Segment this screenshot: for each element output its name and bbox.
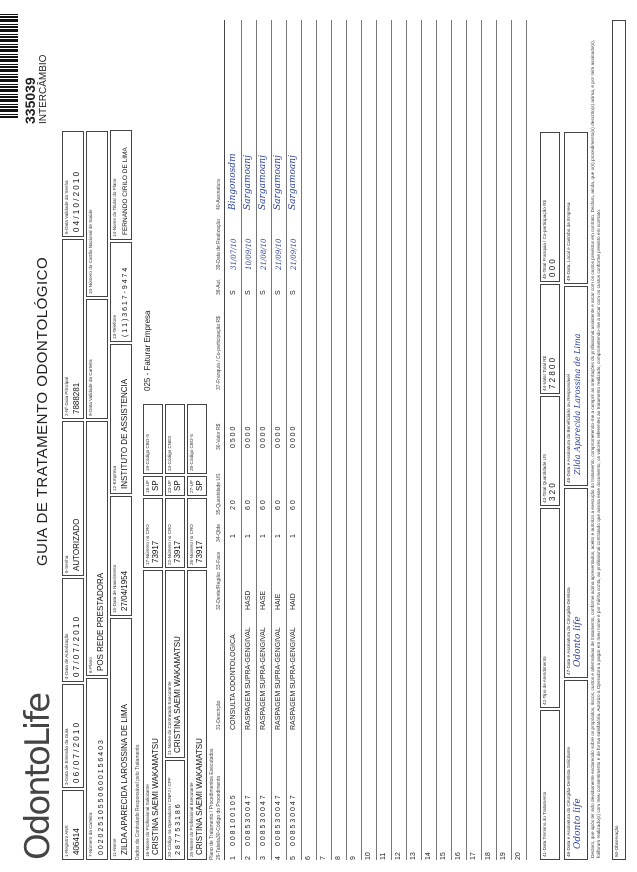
sig-empresa-box: 49-Data, Local e Carimbo da Empresa <box>564 132 588 284</box>
field-cbo-solicitante: 19-Código CBO-S <box>143 404 163 474</box>
procedure-date: 31/07/10 <box>230 238 238 270</box>
table-row <box>286 20 302 860</box>
procedure-qty: 1 <box>245 534 252 538</box>
procedure-code: 0 0 8 5 3 0 0 4 7 <box>260 795 267 846</box>
procedure-date: 21/08/10 <box>260 238 268 270</box>
row-number: 14 <box>425 852 432 860</box>
field-plano: 8-Plano POS REDE PRESTADORA <box>86 421 108 676</box>
procedure-code: 0 0 8 5 3 0 0 4 7 <box>275 795 282 846</box>
field-prof-executante: 25-Nome do Profissional Executante CRISTINA SAEMI WAKAMATSU <box>187 570 207 860</box>
procedure-us: 6 0 <box>245 500 252 510</box>
field-prof-solicitante: 16-Nome do Profissional Solicitante CRISTINA SAEMI WAKAMATSU <box>143 570 163 860</box>
procedure-us: 6 0 <box>290 500 297 510</box>
field-nome-contratado: 21-Nome do Contratado Executante CRISTINA SAEMI WAKAMATSU <box>165 570 185 758</box>
procedures-header: 29-Tabela 30-Código do Procedimento 31-Descrição 32-Dente/Região 33-Face 34-Qtde 35-Quantidade US 36-Valor R$ 37-Franquia / Co-participação R$ 38-Aut. 39-Data de Realização 40-Assinatura <box>216 20 225 860</box>
field-data-autorizacao: 4-Data de Autorização 0 7 / 0 7 / 2 0 1 0 <box>62 578 84 682</box>
table-row <box>361 20 377 860</box>
signature-dentista: Odonto life <box>573 798 583 849</box>
table-row <box>496 20 512 860</box>
procedure-qty: 1 <box>275 534 282 538</box>
table-row <box>376 20 392 860</box>
row-number: 6 <box>305 856 312 860</box>
table-row <box>331 20 347 860</box>
procedure-description: RASPAGEM SUPRA-GENGIVAL <box>260 627 267 730</box>
field-data-termino: 41-Data Término do Tratamento <box>540 710 560 860</box>
signature-executante: Odonto life <box>573 616 583 667</box>
procedure-value: 0 5 0 0 <box>230 426 237 448</box>
field-nome: 11-Nome ZILDA APARECIDA LAROSSINA DE LIMA <box>110 618 132 860</box>
procedure-us: 2 0 <box>230 500 237 510</box>
row-number: 15 <box>440 852 447 860</box>
sig-beneficiario-box: 48-Data e Assinatura do Beneficiário ou Responsável Zilda Aparecida Larossina de Lima <box>564 286 588 486</box>
guide-number: 335039 <box>22 77 38 124</box>
row-number: 18 <box>485 852 492 860</box>
field-total-qtd: 43-Total Quantidade US 3 2 0 <box>540 396 560 506</box>
row-number: 4 <box>275 856 282 860</box>
procedure-aut: S <box>275 290 282 295</box>
procedure-aut: S <box>230 290 237 295</box>
field-registro-ans: 1-Registro ANS 406414 <box>62 790 84 860</box>
row-number: 11 <box>380 852 387 860</box>
table-row <box>511 20 527 860</box>
procedure-region: HAID <box>290 593 297 610</box>
procedure-qty: 1 <box>290 534 297 538</box>
field-cro-executante: 26-Número no CRO 73917 <box>187 498 207 568</box>
row-number: 9 <box>350 856 357 860</box>
table-row <box>271 20 287 860</box>
field-tipo-atendimento: 42-Tipo de Atendimento <box>540 508 560 708</box>
row-number: 17 <box>470 852 477 860</box>
field-data-nascimento: 15-Data de Nascimento 27/04/1954 <box>110 496 132 616</box>
field-cbo-executante: 28-Código CBO-S <box>187 404 207 474</box>
field-data-emissao: 3-Data de Emissão da Guia 0 6 / 0 7 / 2 0 1 0 <box>62 684 84 788</box>
table-row <box>406 20 422 860</box>
field-nome-titular: 14-Nome do Titular do Plano FERNANDO CIRILO DE LIMA <box>110 130 132 240</box>
sig-executante-box: 47-Data e Assinatura do Cirurgião-Dentista Odonto life <box>564 488 588 678</box>
table-row <box>226 20 242 860</box>
declaration-text: Declaro, que após ter sido devidamente esclarecido sobre os propósitos, riscos, custos e alternativas de tratamento, conforme acima apresentados, aceito e autorizo a execução do tratamento, comprometendo-me a cumprir as orientações do profissional assistente e arcar com os custos previstos em contrato. Declaro, ainda, que o(s) procedimento(s) descrito(s) acima, e por mim assinado(s), foi/foram realizado(s) com meu consentimento e de forma satisfatória. Autorizo a Operadora a pagar em meu nome e por minha conta, ao profissional contratado que assina esse documento, os valores referentes ao tratamento realizado, comprometendo-me a arcar com os custos conforme previsto em contrato. <box>590 39 601 858</box>
procedure-signature: Sargamoanj <box>273 155 283 210</box>
procedure-value: 0 0 0 0 <box>275 426 282 448</box>
procedure-us: 6 0 <box>275 500 282 510</box>
procedure-code: 0 0 8 5 3 0 0 4 7 <box>290 795 297 846</box>
row-number: 5 <box>290 856 297 860</box>
field-uf-executante: 27-UF SP <box>187 476 207 496</box>
table-row <box>301 20 317 860</box>
procedure-aut: S <box>245 290 252 295</box>
document-page <box>12 6 632 866</box>
brand-logo: OdontoLife <box>18 693 58 860</box>
procedure-code: 0 0 8 5 3 0 0 4 7 <box>245 795 252 846</box>
procedure-description: CONSULTA ODONTOLOGICA <box>230 634 237 730</box>
guide-type: INTERCÂMBIO <box>38 54 49 124</box>
procedure-signature: Sargamoanj <box>243 155 253 210</box>
field-uf-solicitante: 18-UF SP <box>143 476 163 496</box>
field-numero-carteira: 7-Número da Carteira 0 0 2 0 2 5 1 0 5 5 0 6 0 0 1 5 6 4 0 3 <box>86 678 108 860</box>
field-num-guia-principal: 2-Nº Guia Principal 7888281 <box>62 239 84 419</box>
field-cro-contratado: 22-Número no CRO 73917 <box>165 498 185 568</box>
procedure-date: 21/09/10 <box>275 238 283 270</box>
procedure-date: 21/09/10 <box>290 238 298 270</box>
page-title: GUIA DE TRATAMENTO ODONTOLÓGICO <box>34 256 51 566</box>
row-number: 8 <box>335 856 342 860</box>
barcode-image <box>0 13 18 118</box>
procedure-value: 0 0 0 0 <box>290 426 297 448</box>
table-row <box>391 20 407 860</box>
row-number: 16 <box>455 852 462 860</box>
procedure-description: RASPAGEM SUPRA-GENGIVAL <box>290 627 297 730</box>
table-row <box>346 20 362 860</box>
row-number: 2 <box>245 856 252 860</box>
procedure-aut: S <box>260 290 267 295</box>
section-procedures: Plano de Tratamento / Procedimentos Executados <box>209 748 215 860</box>
row-number: 3 <box>260 856 267 860</box>
field-codigo-operadora: 20-Código na Operadora / CNPJ / CPF 2 8 7 7 5 3 1 8 6 <box>165 760 185 860</box>
row-number: 19 <box>500 852 507 860</box>
row-number: 10 <box>365 852 372 860</box>
table-row <box>481 20 497 860</box>
signature-beneficiario: Zilda Aparecida Larossina de Lima <box>573 333 582 475</box>
procedure-signature: Sargamoanj <box>258 155 268 210</box>
procedure-description: RASPAGEM SUPRA-GENGIVAL <box>245 627 252 730</box>
table-row <box>316 20 332 860</box>
table-row <box>256 20 272 860</box>
field-total-franquia: 45-Total Franquia / Co-participação R$ 0 0 0 <box>540 132 560 282</box>
procedure-value: 0 0 0 0 <box>245 426 252 448</box>
procedure-aut: S <box>290 290 297 295</box>
field-observacao: 50-Observação <box>612 20 626 860</box>
field-cnes: 24-Código CNES <box>165 404 185 474</box>
table-row <box>436 20 452 860</box>
field-senha: 5-Senha AUTORIZADO <box>62 421 84 576</box>
field-empresa: 12-Empresa INSTITUTO DE ASSISTENCIA <box>110 344 132 494</box>
field-cns: 10-Número do Cartão Nacional de Saúde <box>86 131 108 297</box>
row-number: 13 <box>410 852 417 860</box>
table-row <box>451 20 467 860</box>
table-row <box>241 20 257 860</box>
field-uf-contratado: 23-UF SP <box>165 476 185 496</box>
field-telefone: 13-Telefone ( 1 1 ) 3 6 1 7 - 9 4 7 4 <box>110 242 132 342</box>
table-row <box>421 20 437 860</box>
field-validade-senha: 6-Data Validade da Senha 0 4 / 1 0 / 2 0 1 0 <box>62 131 84 237</box>
field-total-valor: 44-Valor Total R$ 7 2 8 0 0 <box>540 284 560 394</box>
procedure-code: 0 0 8 1 0 0 1 0 5 <box>230 795 237 846</box>
table-row <box>466 20 482 860</box>
field-validade-carteira: 9-Data Validade da Carteira <box>86 299 108 419</box>
procedure-region: HASD <box>245 590 252 610</box>
section-contratado: Dados do Contratado Responsável pelo Tratamento <box>135 744 141 860</box>
sig-dentista-box: 46-Data e Assinatura do Cirurgião-Dentista Solicitante Odonto life <box>564 680 588 860</box>
faturar-empresa: 025 - Faturar Empresa <box>143 310 152 391</box>
row-number: 20 <box>515 852 522 860</box>
procedure-signature: Bingonosdm <box>228 153 238 210</box>
row-number: 12 <box>395 852 402 860</box>
procedure-date: 10/09/10 <box>245 238 253 270</box>
procedure-signature: Sargamoanj <box>288 155 298 210</box>
procedure-qty: 1 <box>230 534 237 538</box>
row-number: 1 <box>230 856 237 860</box>
field-cro-solicitante: 17-Número no CRO 73917 <box>143 498 163 568</box>
procedure-us: 6 0 <box>260 500 267 510</box>
procedure-region: HAIE <box>275 593 282 610</box>
procedure-description: RASPAGEM SUPRA-GENGIVAL <box>275 627 282 730</box>
procedure-qty: 1 <box>260 534 267 538</box>
row-number: 7 <box>320 856 327 860</box>
procedure-value: 0 0 0 0 <box>260 426 267 448</box>
procedure-region: HASE <box>260 590 267 610</box>
